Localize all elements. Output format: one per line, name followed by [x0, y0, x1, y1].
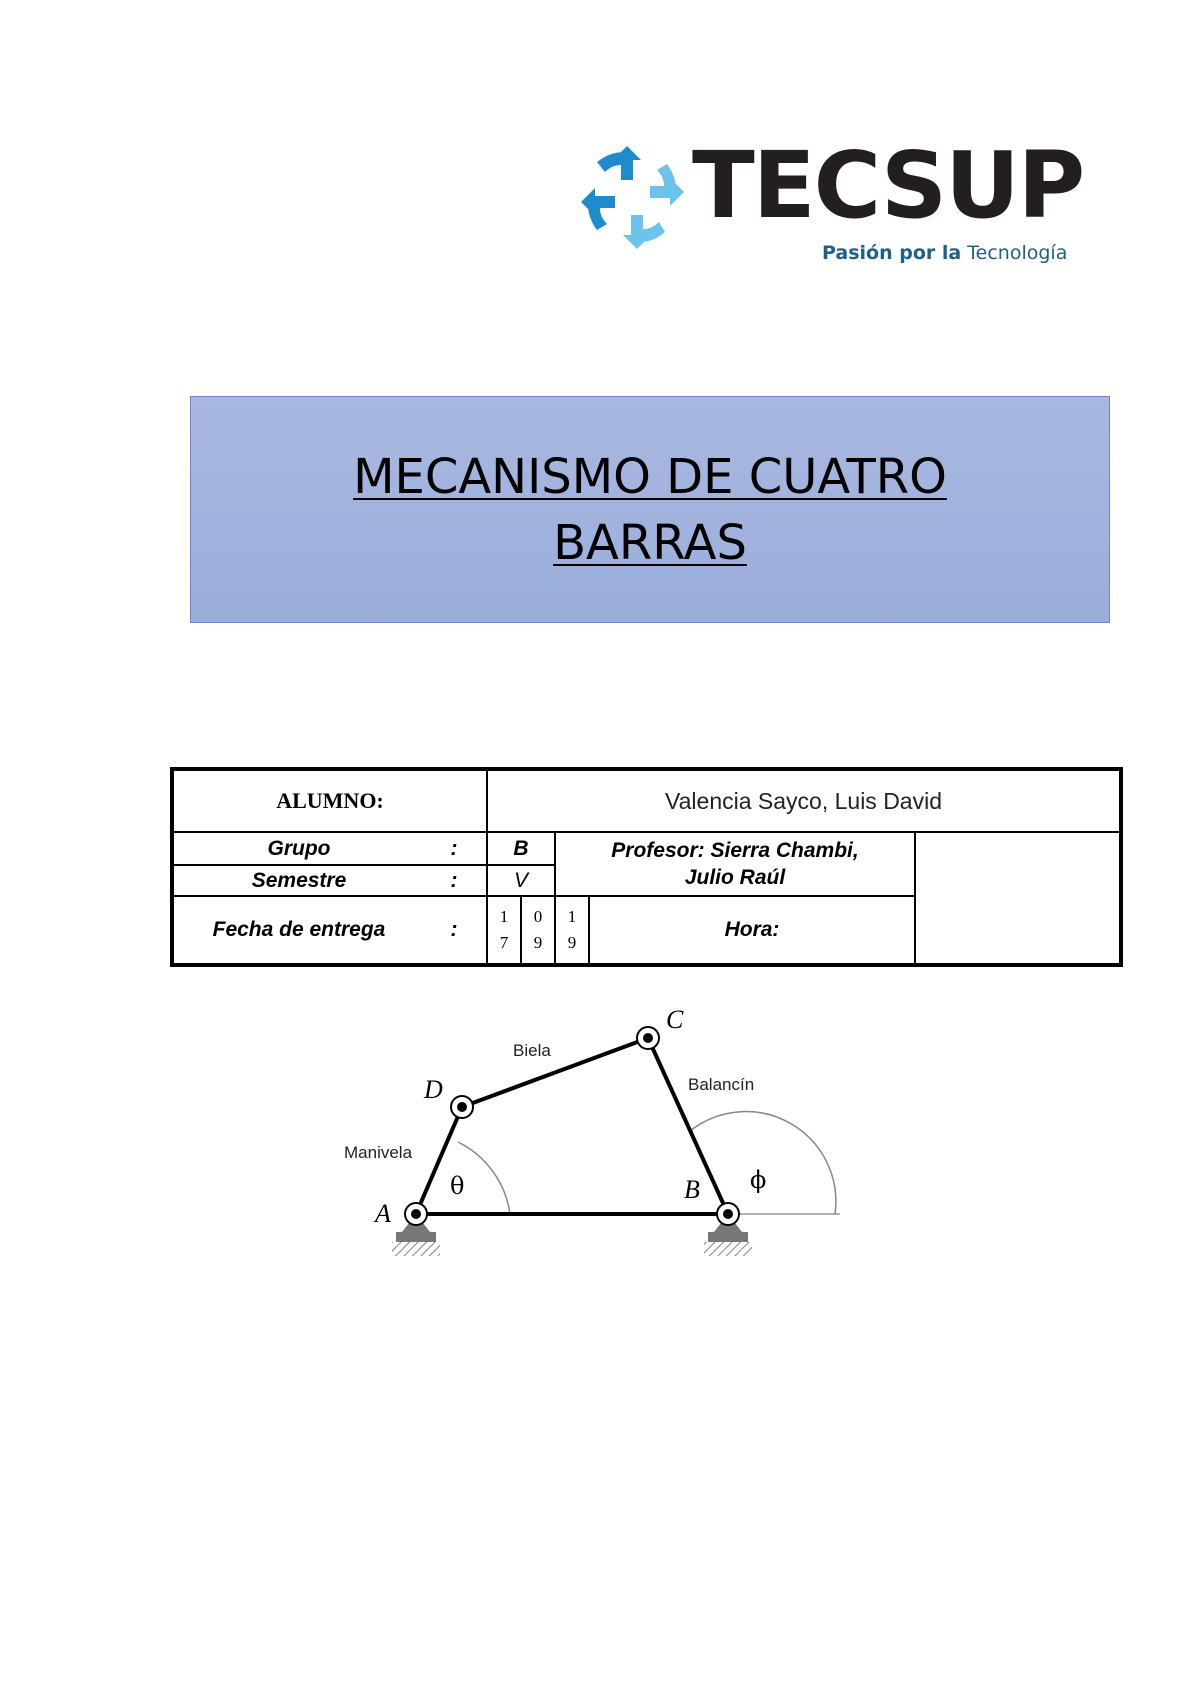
theta-label: θ	[450, 1172, 465, 1200]
theta-arc	[458, 1142, 510, 1214]
manivela-label: Manivela	[344, 1143, 413, 1162]
joint-a	[405, 1203, 427, 1225]
alumno-value: Valencia Sayco, Luis David	[665, 787, 942, 814]
title-line-2: BARRAS	[553, 514, 747, 571]
fecha-month	[522, 901, 554, 959]
fecha-digit: 0	[533, 907, 543, 926]
grupo-colon: :	[450, 836, 458, 860]
tecsup-logo	[575, 132, 1084, 270]
point-d-label: D	[424, 1075, 443, 1104]
joint-b	[717, 1203, 739, 1225]
profesor-line-2: Julio Raúl	[684, 866, 786, 889]
phi-label: ϕ	[750, 1166, 767, 1194]
profesor-cell	[556, 833, 914, 895]
tagline-rest: Tecnología	[967, 242, 1068, 264]
fecha-digit: 1	[567, 907, 577, 926]
profesor-line-1: Profesor: Sierra Chambi,	[611, 839, 859, 862]
title-banner	[190, 396, 1110, 623]
biela-label: Biela	[513, 1041, 551, 1060]
coupler-link	[462, 1038, 648, 1107]
recycle-arrows-icon	[575, 140, 690, 255]
tagline-bold: Pasión por la	[822, 242, 962, 264]
fecha-digit: 1	[499, 907, 509, 926]
point-a-label: A	[375, 1199, 391, 1228]
fecha-digit: 7	[499, 933, 509, 952]
semestre-label: Semestre	[251, 868, 347, 892]
alumno-label: ALUMNO:	[276, 788, 384, 813]
fecha-year	[556, 901, 588, 959]
brand-tagline	[822, 242, 1067, 264]
four-bar-mechanism-diagram	[330, 990, 870, 1270]
fecha-colon: :	[450, 918, 458, 941]
title-line-1: MECANISMO DE CUATRO	[353, 448, 947, 505]
brand-wordmark: TECSUP	[692, 132, 1084, 239]
fecha-digit: 9	[533, 933, 543, 952]
phi-arc	[690, 1112, 836, 1214]
point-b-label: B	[684, 1175, 700, 1204]
fecha-digit: 9	[567, 933, 577, 952]
semestre-colon: :	[450, 868, 458, 892]
point-c-label: C	[666, 1005, 684, 1034]
fecha-label: Fecha de entrega	[212, 918, 386, 941]
joint-d	[451, 1096, 473, 1118]
semestre-value: V	[513, 868, 528, 892]
grupo-value: B	[513, 836, 529, 860]
joint-c	[637, 1027, 659, 1049]
fecha-day	[488, 901, 520, 959]
hora-label: Hora:	[724, 918, 780, 941]
grupo-label: Grupo	[267, 836, 331, 860]
student-info-table	[170, 767, 1123, 967]
balancin-label: Balancín	[688, 1075, 755, 1094]
